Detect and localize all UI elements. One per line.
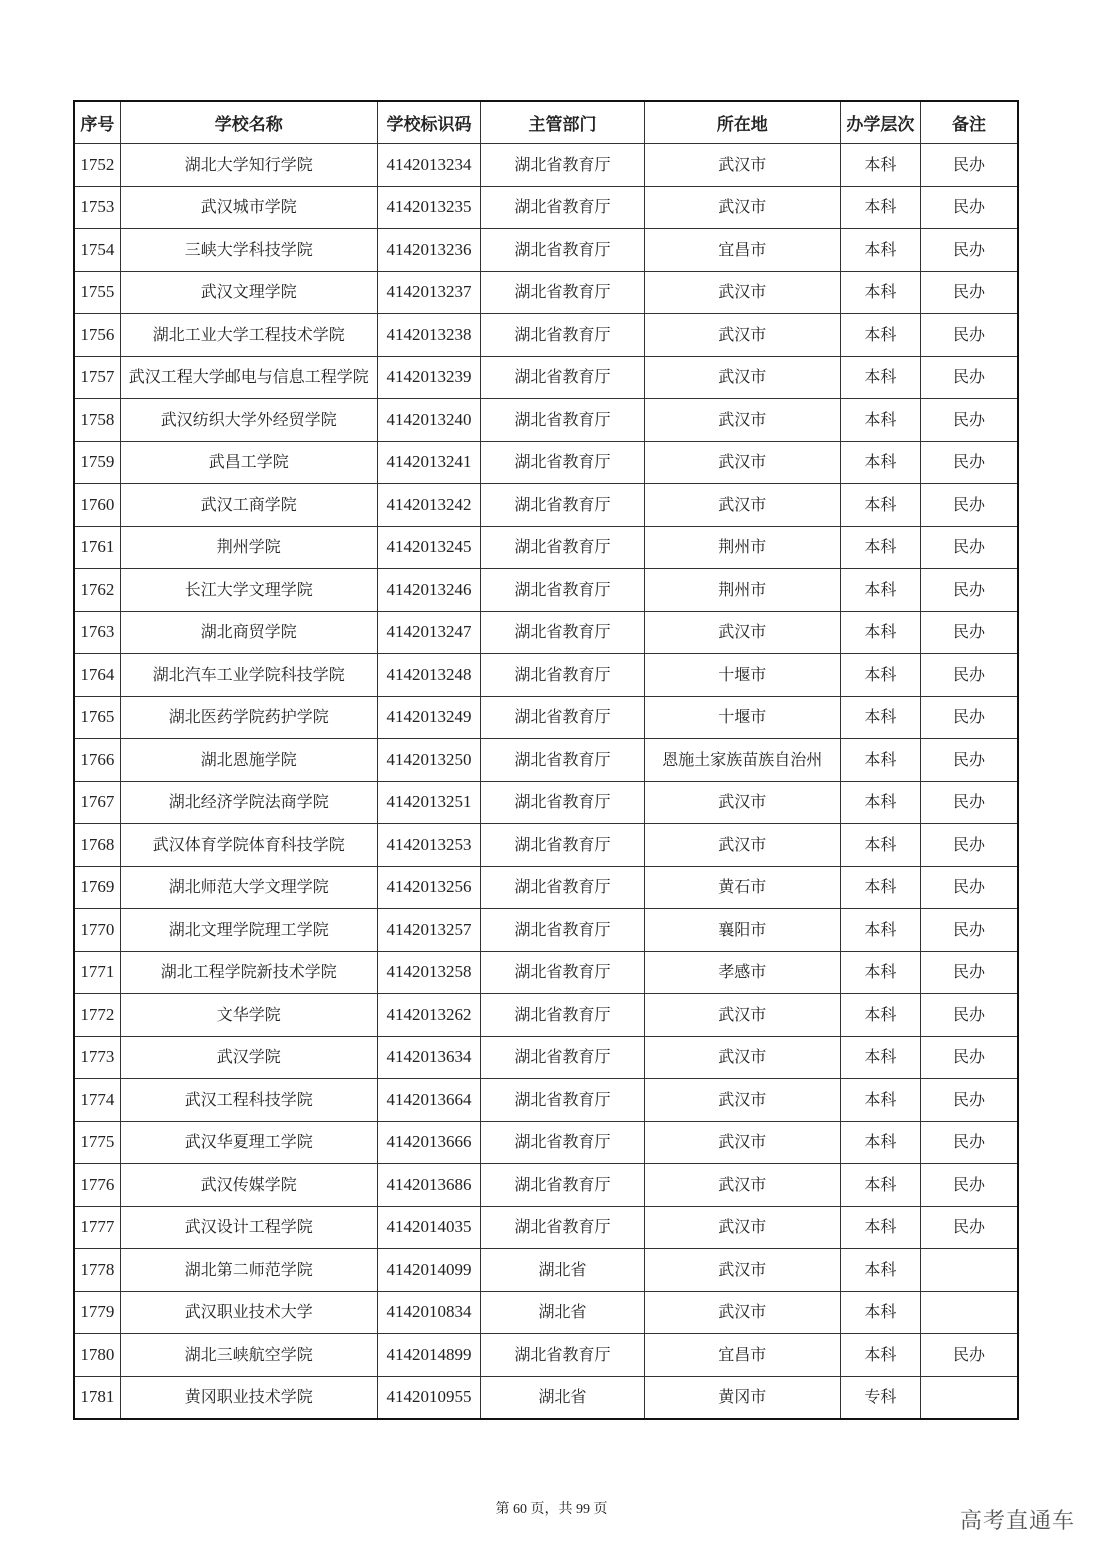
cell-remark: 民办 bbox=[921, 696, 1018, 739]
table-row bbox=[74, 994, 1018, 1037]
table-row bbox=[74, 951, 1018, 994]
cell-school-code: 4142013239 bbox=[377, 356, 480, 399]
table-row bbox=[74, 1121, 1018, 1164]
cell-remark: 民办 bbox=[921, 951, 1018, 994]
cell-location: 荆州市 bbox=[644, 569, 840, 612]
table-row bbox=[74, 781, 1018, 824]
cell-school-code: 4142013245 bbox=[377, 526, 480, 569]
cell-index: 1757 bbox=[74, 356, 120, 399]
cell-index: 1759 bbox=[74, 441, 120, 484]
cell-school-code: 4142013237 bbox=[377, 271, 480, 314]
cell-remark: 民办 bbox=[921, 484, 1018, 527]
cell-department: 湖北省教育厅 bbox=[481, 1164, 645, 1207]
cell-level: 本科 bbox=[840, 951, 920, 994]
table-row bbox=[74, 1036, 1018, 1079]
header-cell-index: 序号 bbox=[74, 101, 120, 144]
table-row bbox=[74, 654, 1018, 697]
table-row bbox=[74, 611, 1018, 654]
cell-index: 1752 bbox=[74, 144, 120, 187]
cell-remark: 民办 bbox=[921, 144, 1018, 187]
cell-remark bbox=[921, 1291, 1018, 1334]
cell-school-name: 湖北恩施学院 bbox=[120, 739, 377, 782]
cell-remark: 民办 bbox=[921, 186, 1018, 229]
cell-level: 本科 bbox=[840, 1164, 920, 1207]
cell-remark: 民办 bbox=[921, 1036, 1018, 1079]
cell-index: 1764 bbox=[74, 654, 120, 697]
cell-school-code: 4142013251 bbox=[377, 781, 480, 824]
cell-school-name: 湖北经济学院法商学院 bbox=[120, 781, 377, 824]
cell-school-name: 湖北工业大学工程技术学院 bbox=[120, 314, 377, 357]
cell-location: 黄冈市 bbox=[644, 1376, 840, 1419]
cell-school-code: 4142013664 bbox=[377, 1079, 480, 1122]
cell-remark: 民办 bbox=[921, 994, 1018, 1037]
cell-remark: 民办 bbox=[921, 866, 1018, 909]
cell-school-name: 湖北文理学院理工学院 bbox=[120, 909, 377, 952]
header-cell-location: 所在地 bbox=[644, 101, 840, 144]
cell-index: 1772 bbox=[74, 994, 120, 1037]
cell-level: 本科 bbox=[840, 866, 920, 909]
cell-index: 1771 bbox=[74, 951, 120, 994]
cell-school-name: 三峡大学科技学院 bbox=[120, 229, 377, 272]
cell-school-name: 黄冈职业技术学院 bbox=[120, 1376, 377, 1419]
table-row bbox=[74, 484, 1018, 527]
cell-location: 十堰市 bbox=[644, 654, 840, 697]
cell-level: 本科 bbox=[840, 1036, 920, 1079]
cell-level: 本科 bbox=[840, 399, 920, 442]
cell-school-name: 湖北师范大学文理学院 bbox=[120, 866, 377, 909]
cell-school-code: 4142013634 bbox=[377, 1036, 480, 1079]
cell-school-name: 武汉文理学院 bbox=[120, 271, 377, 314]
cell-remark: 民办 bbox=[921, 1164, 1018, 1207]
cell-school-code: 4142013234 bbox=[377, 144, 480, 187]
cell-level: 本科 bbox=[840, 271, 920, 314]
cell-level: 本科 bbox=[840, 611, 920, 654]
cell-department: 湖北省教育厅 bbox=[481, 1079, 645, 1122]
cell-location: 恩施土家族苗族自治州 bbox=[644, 739, 840, 782]
cell-school-code: 4142013247 bbox=[377, 611, 480, 654]
cell-department: 湖北省教育厅 bbox=[481, 866, 645, 909]
table-row bbox=[74, 569, 1018, 612]
table-header bbox=[74, 101, 1018, 144]
cell-location: 武汉市 bbox=[644, 356, 840, 399]
cell-department: 湖北省教育厅 bbox=[481, 484, 645, 527]
cell-remark: 民办 bbox=[921, 1206, 1018, 1249]
table-row bbox=[74, 1164, 1018, 1207]
header-cell-remark: 备注 bbox=[921, 101, 1018, 144]
cell-index: 1774 bbox=[74, 1079, 120, 1122]
cell-school-code: 4142013686 bbox=[377, 1164, 480, 1207]
cell-index: 1762 bbox=[74, 569, 120, 612]
cell-department: 湖北省教育厅 bbox=[481, 144, 645, 187]
cell-school-code: 4142014035 bbox=[377, 1206, 480, 1249]
cell-department: 湖北省教育厅 bbox=[481, 696, 645, 739]
cell-school-code: 4142014099 bbox=[377, 1249, 480, 1292]
cell-school-name: 武汉华夏理工学院 bbox=[120, 1121, 377, 1164]
cell-remark: 民办 bbox=[921, 569, 1018, 612]
cell-school-name: 湖北三峡航空学院 bbox=[120, 1334, 377, 1377]
cell-school-name: 武汉工程大学邮电与信息工程学院 bbox=[120, 356, 377, 399]
cell-department: 湖北省教育厅 bbox=[481, 611, 645, 654]
cell-index: 1765 bbox=[74, 696, 120, 739]
cell-department: 湖北省 bbox=[481, 1291, 645, 1334]
table-row bbox=[74, 144, 1018, 187]
cell-school-code: 4142013242 bbox=[377, 484, 480, 527]
cell-index: 1766 bbox=[74, 739, 120, 782]
table-row bbox=[74, 399, 1018, 442]
cell-school-name: 武汉学院 bbox=[120, 1036, 377, 1079]
cell-school-name: 湖北大学知行学院 bbox=[120, 144, 377, 187]
cell-level: 专科 bbox=[840, 1376, 920, 1419]
cell-school-code: 4142013248 bbox=[377, 654, 480, 697]
cell-location: 宜昌市 bbox=[644, 229, 840, 272]
table-row bbox=[74, 314, 1018, 357]
cell-school-code: 4142013236 bbox=[377, 229, 480, 272]
cell-index: 1760 bbox=[74, 484, 120, 527]
cell-school-code: 4142013257 bbox=[377, 909, 480, 952]
cell-school-code: 4142013262 bbox=[377, 994, 480, 1037]
cell-location: 武汉市 bbox=[644, 314, 840, 357]
table-row bbox=[74, 1291, 1018, 1334]
cell-department: 湖北省教育厅 bbox=[481, 314, 645, 357]
cell-index: 1778 bbox=[74, 1249, 120, 1292]
cell-school-code: 4142010834 bbox=[377, 1291, 480, 1334]
cell-school-name: 武汉职业技术大学 bbox=[120, 1291, 377, 1334]
cell-index: 1769 bbox=[74, 866, 120, 909]
cell-level: 本科 bbox=[840, 229, 920, 272]
cell-level: 本科 bbox=[840, 356, 920, 399]
cell-location: 武汉市 bbox=[644, 1291, 840, 1334]
cell-level: 本科 bbox=[840, 441, 920, 484]
cell-level: 本科 bbox=[840, 144, 920, 187]
cell-school-code: 4142013666 bbox=[377, 1121, 480, 1164]
cell-remark: 民办 bbox=[921, 271, 1018, 314]
cell-level: 本科 bbox=[840, 1334, 920, 1377]
cell-remark: 民办 bbox=[921, 824, 1018, 867]
cell-department: 湖北省教育厅 bbox=[481, 356, 645, 399]
cell-remark: 民办 bbox=[921, 1121, 1018, 1164]
header-cell-school-code: 学校标识码 bbox=[377, 101, 480, 144]
cell-remark: 民办 bbox=[921, 909, 1018, 952]
cell-department: 湖北省教育厅 bbox=[481, 441, 645, 484]
cell-level: 本科 bbox=[840, 1291, 920, 1334]
table-row bbox=[74, 441, 1018, 484]
cell-location: 宜昌市 bbox=[644, 1334, 840, 1377]
school-list-table bbox=[73, 100, 1019, 1420]
cell-school-name: 武汉城市学院 bbox=[120, 186, 377, 229]
cell-level: 本科 bbox=[840, 824, 920, 867]
header-row bbox=[74, 101, 1018, 144]
table-row bbox=[74, 1334, 1018, 1377]
cell-school-name: 武汉传媒学院 bbox=[120, 1164, 377, 1207]
cell-level: 本科 bbox=[840, 909, 920, 952]
cell-level: 本科 bbox=[840, 1206, 920, 1249]
cell-index: 1773 bbox=[74, 1036, 120, 1079]
cell-location: 武汉市 bbox=[644, 1121, 840, 1164]
cell-location: 武汉市 bbox=[644, 399, 840, 442]
cell-remark: 民办 bbox=[921, 399, 1018, 442]
cell-school-code: 4142013250 bbox=[377, 739, 480, 782]
cell-location: 武汉市 bbox=[644, 1036, 840, 1079]
cell-level: 本科 bbox=[840, 1249, 920, 1292]
cell-school-name: 荆州学院 bbox=[120, 526, 377, 569]
cell-location: 武汉市 bbox=[644, 824, 840, 867]
cell-remark: 民办 bbox=[921, 654, 1018, 697]
cell-index: 1758 bbox=[74, 399, 120, 442]
table-row bbox=[74, 356, 1018, 399]
cell-department: 湖北省教育厅 bbox=[481, 909, 645, 952]
cell-remark: 民办 bbox=[921, 611, 1018, 654]
cell-school-code: 4142013258 bbox=[377, 951, 480, 994]
cell-department: 湖北省教育厅 bbox=[481, 399, 645, 442]
table-row bbox=[74, 739, 1018, 782]
watermark-text: 高考直通车 bbox=[959, 1509, 1075, 1534]
cell-index: 1779 bbox=[74, 1291, 120, 1334]
cell-index: 1754 bbox=[74, 229, 120, 272]
cell-index: 1776 bbox=[74, 1164, 120, 1207]
cell-school-name: 湖北工程学院新技术学院 bbox=[120, 951, 377, 994]
cell-school-name: 武汉工商学院 bbox=[120, 484, 377, 527]
cell-school-name: 武汉工程科技学院 bbox=[120, 1079, 377, 1122]
cell-school-name: 武汉体育学院体育科技学院 bbox=[120, 824, 377, 867]
cell-school-name: 湖北第二师范学院 bbox=[120, 1249, 377, 1292]
cell-school-code: 4142013246 bbox=[377, 569, 480, 612]
cell-level: 本科 bbox=[840, 1121, 920, 1164]
cell-level: 本科 bbox=[840, 526, 920, 569]
cell-level: 本科 bbox=[840, 781, 920, 824]
cell-location: 荆州市 bbox=[644, 526, 840, 569]
cell-department: 湖北省教育厅 bbox=[481, 739, 645, 782]
cell-location: 武汉市 bbox=[644, 144, 840, 187]
cell-school-code: 4142014899 bbox=[377, 1334, 480, 1377]
table-row bbox=[74, 866, 1018, 909]
table-row bbox=[74, 1249, 1018, 1292]
cell-index: 1775 bbox=[74, 1121, 120, 1164]
cell-department: 湖北省教育厅 bbox=[481, 229, 645, 272]
cell-level: 本科 bbox=[840, 186, 920, 229]
cell-location: 武汉市 bbox=[644, 611, 840, 654]
table-row bbox=[74, 824, 1018, 867]
cell-school-code: 4142013253 bbox=[377, 824, 480, 867]
cell-department: 湖北省教育厅 bbox=[481, 824, 645, 867]
cell-location: 黄石市 bbox=[644, 866, 840, 909]
cell-index: 1777 bbox=[74, 1206, 120, 1249]
header-cell-school-name: 学校名称 bbox=[120, 101, 377, 144]
cell-index: 1755 bbox=[74, 271, 120, 314]
header-cell-level: 办学层次 bbox=[840, 101, 920, 144]
cell-school-code: 4142013235 bbox=[377, 186, 480, 229]
cell-index: 1767 bbox=[74, 781, 120, 824]
cell-school-code: 4142013238 bbox=[377, 314, 480, 357]
cell-location: 襄阳市 bbox=[644, 909, 840, 952]
cell-remark: 民办 bbox=[921, 1079, 1018, 1122]
cell-school-name: 武昌工学院 bbox=[120, 441, 377, 484]
cell-remark: 民办 bbox=[921, 441, 1018, 484]
table-row bbox=[74, 696, 1018, 739]
table-row bbox=[74, 1206, 1018, 1249]
cell-school-name: 武汉纺织大学外经贸学院 bbox=[120, 399, 377, 442]
cell-department: 湖北省教育厅 bbox=[481, 781, 645, 824]
cell-remark bbox=[921, 1249, 1018, 1292]
cell-location: 武汉市 bbox=[644, 994, 840, 1037]
cell-index: 1780 bbox=[74, 1334, 120, 1377]
cell-index: 1770 bbox=[74, 909, 120, 952]
cell-location: 武汉市 bbox=[644, 441, 840, 484]
cell-level: 本科 bbox=[840, 1079, 920, 1122]
cell-remark: 民办 bbox=[921, 356, 1018, 399]
table-row bbox=[74, 271, 1018, 314]
cell-index: 1768 bbox=[74, 824, 120, 867]
cell-department: 湖北省教育厅 bbox=[481, 1206, 645, 1249]
cell-location: 武汉市 bbox=[644, 1206, 840, 1249]
cell-school-name: 长江大学文理学院 bbox=[120, 569, 377, 612]
cell-department: 湖北省教育厅 bbox=[481, 1334, 645, 1377]
table-row bbox=[74, 1079, 1018, 1122]
table-row bbox=[74, 229, 1018, 272]
cell-department: 湖北省 bbox=[481, 1376, 645, 1419]
cell-level: 本科 bbox=[840, 696, 920, 739]
cell-department: 湖北省教育厅 bbox=[481, 186, 645, 229]
cell-level: 本科 bbox=[840, 739, 920, 782]
table-row bbox=[74, 526, 1018, 569]
cell-index: 1753 bbox=[74, 186, 120, 229]
cell-remark: 民办 bbox=[921, 314, 1018, 357]
cell-school-code: 4142013240 bbox=[377, 399, 480, 442]
cell-remark bbox=[921, 1376, 1018, 1419]
cell-level: 本科 bbox=[840, 994, 920, 1037]
cell-remark: 民办 bbox=[921, 229, 1018, 272]
cell-level: 本科 bbox=[840, 484, 920, 527]
cell-location: 武汉市 bbox=[644, 1164, 840, 1207]
cell-level: 本科 bbox=[840, 314, 920, 357]
cell-school-code: 4142013256 bbox=[377, 866, 480, 909]
cell-school-name: 湖北商贸学院 bbox=[120, 611, 377, 654]
cell-department: 湖北省教育厅 bbox=[481, 654, 645, 697]
cell-department: 湖北省教育厅 bbox=[481, 1036, 645, 1079]
table-row bbox=[74, 186, 1018, 229]
cell-remark: 民办 bbox=[921, 739, 1018, 782]
cell-index: 1763 bbox=[74, 611, 120, 654]
cell-index: 1756 bbox=[74, 314, 120, 357]
table-row bbox=[74, 909, 1018, 952]
cell-school-name: 文华学院 bbox=[120, 994, 377, 1037]
cell-remark: 民办 bbox=[921, 1334, 1018, 1377]
cell-remark: 民办 bbox=[921, 781, 1018, 824]
cell-school-code: 4142010955 bbox=[377, 1376, 480, 1419]
cell-location: 十堰市 bbox=[644, 696, 840, 739]
cell-school-name: 湖北汽车工业学院科技学院 bbox=[120, 654, 377, 697]
cell-school-code: 4142013241 bbox=[377, 441, 480, 484]
cell-department: 湖北省教育厅 bbox=[481, 951, 645, 994]
cell-location: 武汉市 bbox=[644, 271, 840, 314]
cell-school-name: 湖北医药学院药护学院 bbox=[120, 696, 377, 739]
cell-level: 本科 bbox=[840, 569, 920, 612]
cell-school-code: 4142013249 bbox=[377, 696, 480, 739]
cell-department: 湖北省教育厅 bbox=[481, 569, 645, 612]
cell-location: 武汉市 bbox=[644, 186, 840, 229]
cell-index: 1781 bbox=[74, 1376, 120, 1419]
cell-school-name: 武汉设计工程学院 bbox=[120, 1206, 377, 1249]
header-cell-department: 主管部门 bbox=[481, 101, 645, 144]
cell-department: 湖北省教育厅 bbox=[481, 994, 645, 1037]
cell-location: 武汉市 bbox=[644, 1079, 840, 1122]
table-body bbox=[74, 144, 1018, 1420]
cell-department: 湖北省教育厅 bbox=[481, 271, 645, 314]
cell-location: 武汉市 bbox=[644, 781, 840, 824]
cell-location: 孝感市 bbox=[644, 951, 840, 994]
cell-level: 本科 bbox=[840, 654, 920, 697]
cell-department: 湖北省教育厅 bbox=[481, 1121, 645, 1164]
page-number: 第 60 页，共 99 页 bbox=[495, 1502, 608, 1517]
cell-index: 1761 bbox=[74, 526, 120, 569]
cell-remark: 民办 bbox=[921, 526, 1018, 569]
table-row bbox=[74, 1376, 1018, 1419]
cell-department: 湖北省 bbox=[481, 1249, 645, 1292]
cell-department: 湖北省教育厅 bbox=[481, 526, 645, 569]
cell-location: 武汉市 bbox=[644, 484, 840, 527]
cell-location: 武汉市 bbox=[644, 1249, 840, 1292]
